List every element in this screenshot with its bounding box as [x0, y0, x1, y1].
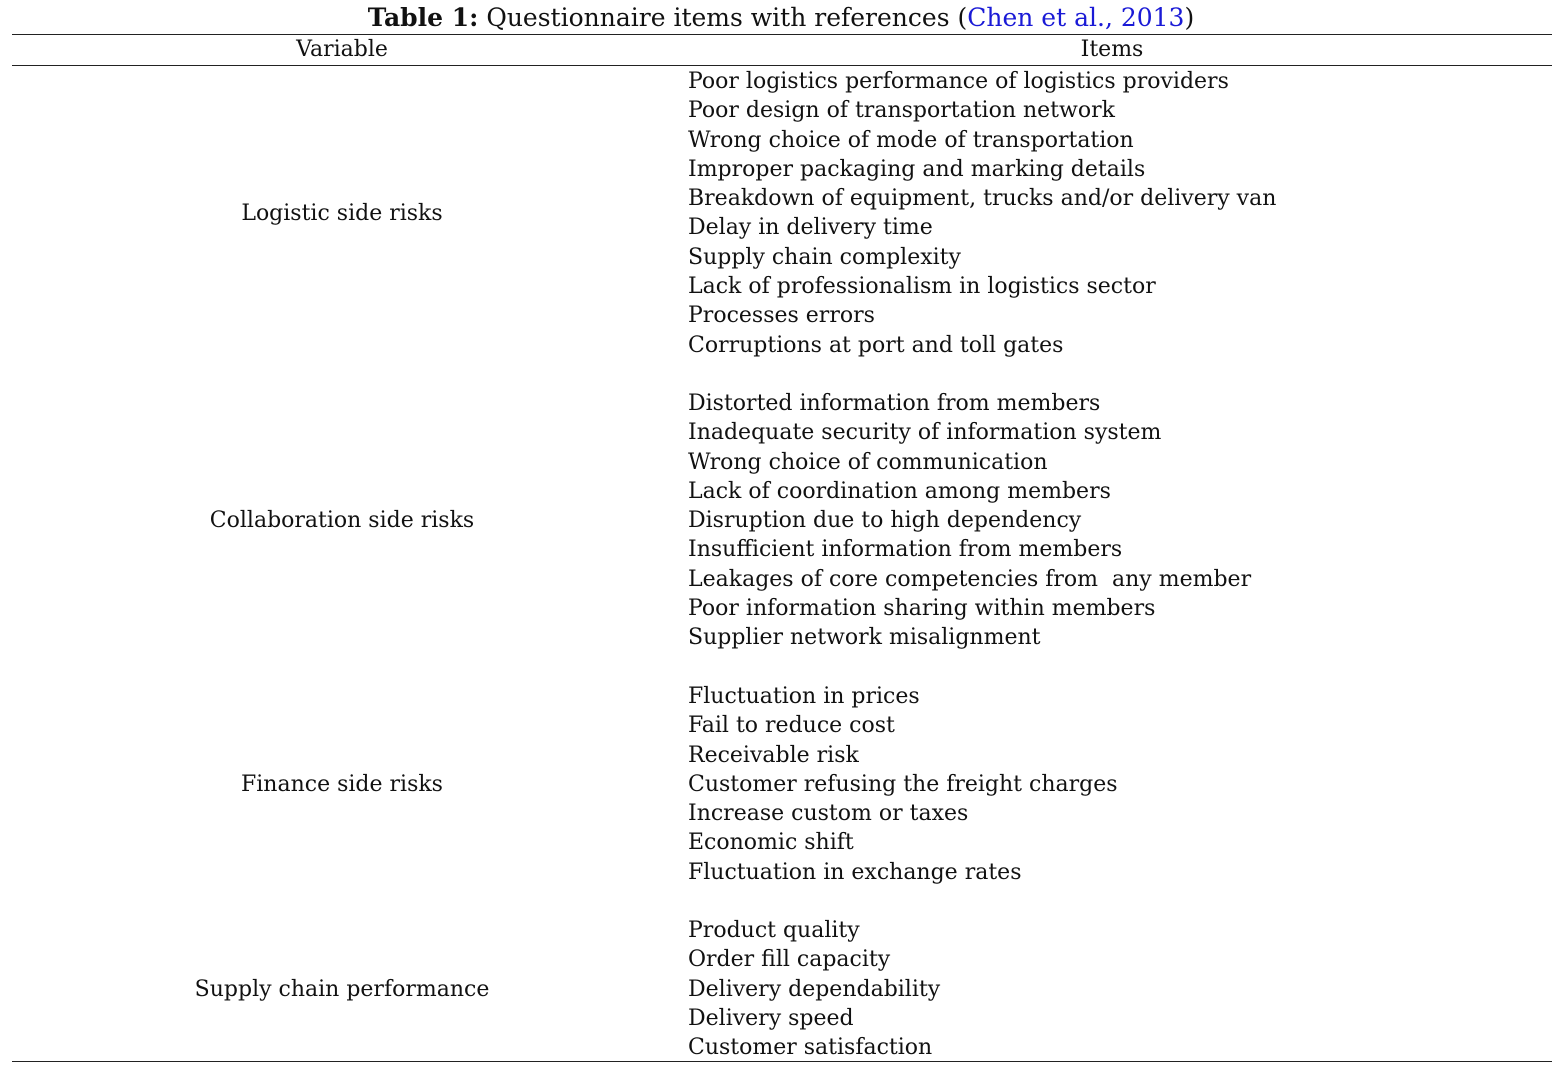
list-item: Inadequate security of information system: [688, 420, 1162, 446]
variable-label: Logistic side risks: [241, 200, 443, 226]
list-item: Receivable risk: [688, 742, 859, 768]
list-item: Lack of coordination among members: [688, 478, 1111, 504]
list-item: Lack of professionalism in logistics sector: [688, 274, 1156, 300]
list-item: Processes errors: [688, 303, 875, 329]
list-item: Delivery dependability: [688, 976, 941, 1002]
list-item: Fail to reduce cost: [688, 713, 895, 739]
list-item: Disruption due to high dependency: [688, 508, 1082, 534]
list-item: Economic shift: [688, 830, 854, 856]
list-item: Poor logistics performance of logistics providers: [688, 69, 1229, 94]
list-item: Supply chain complexity: [688, 244, 961, 270]
list-item: Supplier network misalignment: [688, 625, 1041, 651]
column-header-items: Items: [1080, 37, 1144, 62]
list-item: Product quality: [688, 918, 860, 943]
list-item: Increase custom or taxes: [688, 801, 969, 827]
list-item: Distorted information from members: [688, 391, 1101, 416]
list-item: Wrong choice of mode of transportation: [688, 127, 1134, 153]
list-item: Poor design of transportation network: [688, 98, 1115, 124]
variable-label: Collaboration side risks: [209, 508, 475, 534]
item-list: [688, 682, 1118, 887]
variable-label: Supply chain performance: [194, 976, 490, 1002]
variable-label: Finance side risks: [241, 771, 443, 797]
list-item: Fluctuation in exchange rates: [688, 859, 1022, 885]
column-header-variable: Variable: [296, 37, 388, 62]
list-item: Improper packaging and marking details: [688, 156, 1146, 182]
list-item: Customer satisfaction: [688, 1035, 933, 1061]
list-item: Wrong choice of communication: [688, 449, 1048, 475]
item-list: [688, 389, 1251, 653]
list-item: Insufficient information from members: [688, 537, 1123, 563]
table-caption: [0, 2, 1558, 34]
item-list: [688, 916, 940, 1062]
caption-text: Questionnaire items with references (: [478, 3, 968, 32]
table-bottom-rule: [12, 1061, 1552, 1062]
caption-reference-link[interactable]: Chen et al., 2013: [967, 3, 1185, 32]
list-item: Poor information sharing within members: [688, 596, 1156, 622]
list-item: Leakages of core competencies from any member: [688, 566, 1252, 592]
caption-label: Table 1:: [367, 3, 479, 32]
list-item: Fluctuation in prices: [688, 684, 920, 709]
table-header-rule: [12, 65, 1552, 66]
list-item: Delivery speed: [688, 1005, 854, 1031]
table-top-rule: [12, 34, 1552, 35]
caption-close-paren: ): [1184, 3, 1195, 32]
list-item: Customer refusing the freight charges: [688, 771, 1118, 797]
list-item: Order fill capacity: [688, 947, 891, 973]
list-item: Delay in delivery time: [688, 215, 933, 241]
item-list: [688, 67, 1276, 360]
list-item: Breakdown of equipment, trucks and/or delivery van: [688, 186, 1277, 212]
list-item: Corruptions at port and toll gates: [688, 332, 1064, 358]
